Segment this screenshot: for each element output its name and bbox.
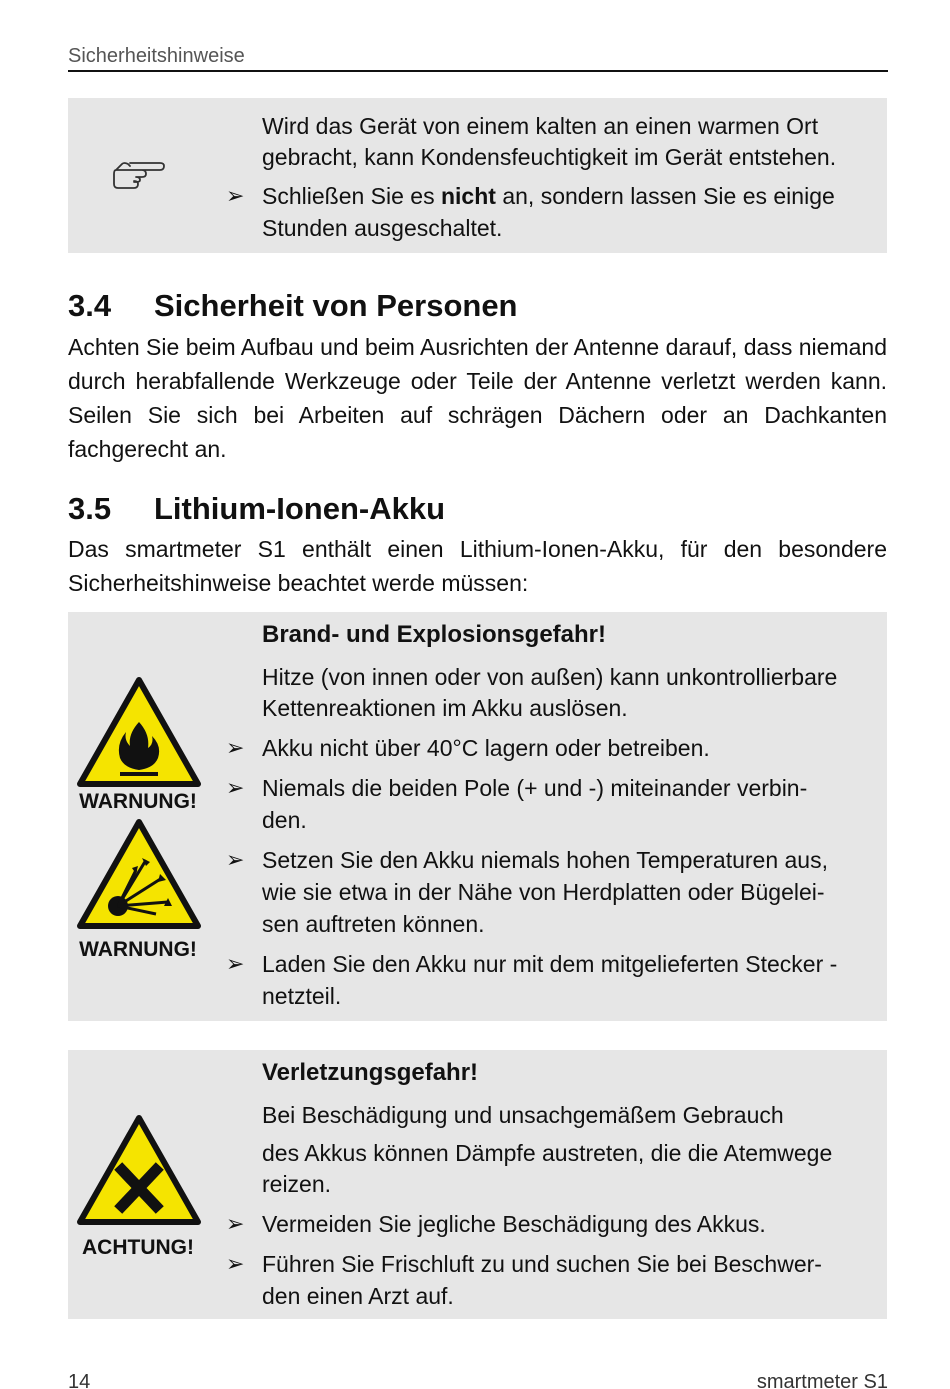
injury-intro-line3: reizen. [262,1171,332,1197]
section-3-5-body: Das smartmeter S1 enthält einen Lithium-Ionen-Akku, für den besondere Sicherheitshinweise beachtet werde müssen: [68,536,887,596]
fire-warning-box [68,612,887,1021]
injury-bullet-1: Vermeiden Sie jegliche Beschädigung des Akkus. [262,1211,766,1237]
fire-bullet-3-line3: sen auftreten können. [262,911,485,937]
fire-warning-title: Brand- und Explosionsgefahr! [262,621,607,648]
note-text-line1: Wird das Gerät von einem kalten an einen warmen Ort [262,113,819,139]
section-heading-3-4 [68,288,518,324]
note-bullet-line2: Stunden ausgeschaltet. [262,215,503,241]
fire-bullet-3-line1: Setzen Sie den Akku niemals hohen Temperaturen aus, [262,847,828,873]
fire-bullet-2-line1: Niemals die beiden Pole (+ und -) miteinander verbin- [262,775,808,801]
section-number: 3.5 [68,491,112,526]
page-number: 14 [68,1371,91,1389]
section-number: 3.4 [68,288,112,323]
caution-label: ACHTUNG! [82,1236,194,1259]
injury-intro-line1: Bei Beschädigung und unsachgemäßem Gebrauch [262,1102,784,1128]
running-header: Sicherheitshinweise [68,45,245,67]
injury-bullet-2-line2: den einen Arzt auf. [262,1283,454,1309]
bullet-arrow: ➢ [226,951,245,976]
fire-intro-line1: Hitze (von innen oder von außen) kann unkontrollierbare [262,664,838,690]
section-title: Sicherheit von Personen [154,288,518,323]
warning-label-2: WARNUNG! [79,938,197,961]
bullet-arrow: ➢ [226,1211,245,1236]
fire-intro-line2: Kettenreaktionen im Akku auslösen. [262,695,628,721]
fire-bullet-1: Akku nicht über 40°C lagern oder betreiben. [262,735,710,761]
injury-intro-line2: des Akkus können Dämpfe austreten, die die Atemwege [262,1140,833,1166]
bullet-arrow: ➢ [226,775,245,800]
bullet-arrow: ➢ [226,1251,245,1276]
explosive-warning-icon [76,818,202,930]
flammable-warning-icon [76,676,202,788]
bullet-arrow: ➢ [226,183,245,208]
section-title: Lithium-Ionen-Akku [154,491,446,526]
warning-label-1: WARNUNG! [79,790,197,813]
note-text-line2: gebracht, kann Kondensfeuchtigkeit im Gerät entstehen. [262,144,837,170]
note-bullet: Schließen Sie es nicht an, sondern lassen Sie es einige [262,183,835,209]
product-name: smartmeter S1 [756,1371,888,1389]
fire-bullet-3-line2: wie sie etwa in der Nähe von Herdplatten oder Bügelei- [262,879,825,905]
section-3-4-body: Achten Sie beim Aufbau und beim Ausrichten der Antenne darauf, dass niemand durch herabfallende Werkzeuge oder Teile der Antenne verletzt werden kann. Seilen Sie sich bei Arbeiten auf schrägen Dächern oder an Dachkanten fachgerecht an. [68,334,887,462]
injury-warning-box [68,1050,887,1319]
bullet-arrow: ➢ [226,735,245,760]
pointing-hand-icon [112,158,166,192]
header-rule [68,70,888,72]
section-heading-3-5 [68,491,445,527]
fire-bullet-4-line1: Laden Sie den Akku nur mit dem mitgelieferten Stecker - [262,951,838,977]
fire-bullet-4-line2: netzteil. [262,983,342,1009]
harmful-cross-icon [76,1114,202,1226]
bullet-arrow: ➢ [226,847,245,872]
injury-bullet-2-line1: Führen Sie Frischluft zu und suchen Sie bei Beschwer- [262,1251,822,1277]
note-box [68,98,887,253]
fire-bullet-2-line2: den. [262,807,307,833]
injury-warning-title: Verletzungsgefahr! [262,1059,479,1086]
